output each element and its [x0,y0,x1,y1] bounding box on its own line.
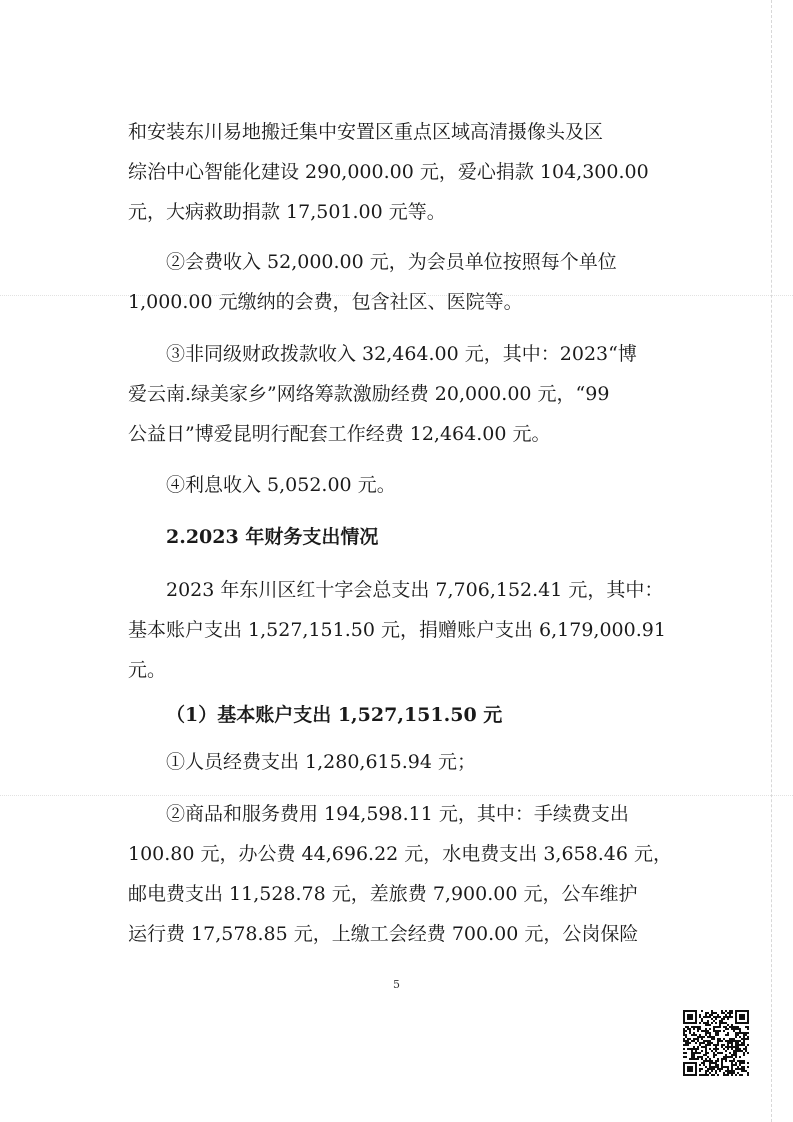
text-line: 元，大病救助捐款 17,501.00 元等。 [128,201,446,223]
paragraph-donations-detail [128,112,658,232]
paragraph-interest-income [128,465,658,505]
text-line: 邮电费支出 11,528.78 元，差旅费 7,900.00 元，公车维护 [128,883,638,905]
text-line: 1,000.00 元缴纳的会费，包含社区、医院等。 [128,291,523,313]
text-line: 运行费 17,578.85 元，上缴工会经费 700.00 元，公岗保险 [128,923,639,945]
text-line: 100.80 元，办公费 44,696.22 元，水电费支出 3,658.46 元， [128,843,672,865]
text-line: ①人员经费支出 1,280,615.94 元； [166,751,476,773]
paragraph-personnel-expenses [128,742,658,782]
text-line: 爱云南.绿美家乡”网络筹款激励经费 20,000.00 元，“99 [128,383,610,405]
text-line: ④利息收入 5,052.00 元。 [166,474,396,496]
text-line: ③非同级财政拨款收入 32,464.00 元，其中：2023“博 [166,343,637,365]
scan-edge-line [771,0,774,1122]
text-line: ②会费收入 52,000.00 元，为会员单位按照每个单位 [166,251,617,273]
text-line: 元。 [128,659,167,681]
text-line: 2.2023 年财务支出情况 [166,526,379,548]
text-line: 基本账户支出 1,527,151.50 元，捐赠账户支出 6,179,000.91 [128,619,666,641]
section-heading-expenditure [128,517,658,557]
text-line: 和安装东川易地搬迁集中安置区重点区域高清摄像头及区 [128,121,604,143]
text-line: 公益日”博爱昆明行配套工作经费 12,464.00 元。 [128,423,551,445]
paragraph-total-expenditure [128,570,666,690]
text-line: 2023 年东川区红十字会总支出 7,706,152.41 元，其中： [166,579,664,601]
paragraph-non-fiscal-income [128,334,658,454]
page-number: 5 [393,978,400,991]
text-line: ②商品和服务费用 194,598.11 元，其中：手续费支出 [166,803,629,825]
subheading-basic-account [128,695,658,735]
qr-code-icon [683,1010,749,1076]
text-line: 综治中心智能化建设 290,000.00 元，爱心捐款 104,300.00 [128,161,649,183]
paragraph-membership-fees [128,242,658,322]
paragraph-goods-services [128,794,672,954]
text-line: （1）基本账户支出 1,527,151.50 元 [166,704,503,726]
